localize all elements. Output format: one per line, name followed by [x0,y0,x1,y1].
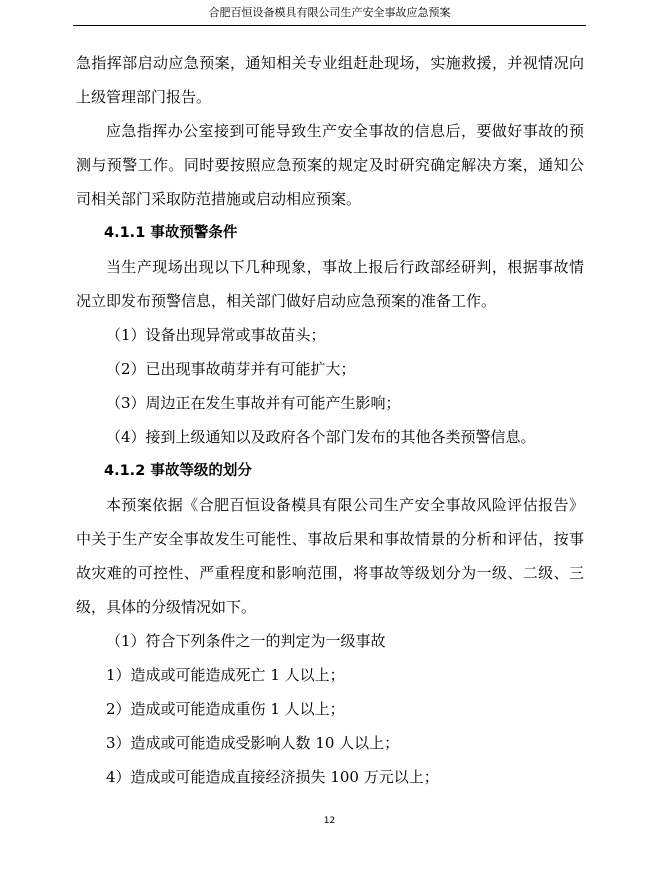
list-item: 4）造成或可能造成直接经济损失 100 万元以上； [106,768,439,786]
paragraph-line: 况立即发布预警信息，相关部门做好启动应急预案的准备工作。 [76,292,497,310]
paragraph-line: 当生产现场出现以下几种现象，事故上报后行政部经研判，根据事故情 [106,258,584,276]
list-item: （1）符合下列条件之一的判定为一级事故 [106,632,386,650]
paragraph-line: 应急指挥办公室接到可能导致生产安全事故的信息后，要做好事故的预 [106,122,584,140]
header-divider [73,25,586,26]
paragraph-line: 急指挥部启动应急预案，通知相关专业组赶赴现场，实施救援，并视情况向 [76,54,584,72]
list-item: 1）造成或可能造成死亡 1 人以上； [106,666,345,684]
paragraph-line: 中关于生产安全事故发生可能性、事故后果和事故情景的分析和评估，按事 [76,530,584,548]
document-body [76,46,584,794]
section-heading: 4.1.1 事故预警条件 [104,225,238,241]
list-item: 2）造成或可能造成重伤 1 人以上； [106,700,345,718]
list-item: （2）已出现事故萌芽并有可能扩大； [106,360,356,378]
list-item: （3）周边正在发生事故并有可能产生影响； [106,394,401,412]
list-item: （4）接到上级通知以及政府各个部门发布的其他各类预警信息。 [106,428,536,446]
list-item: 3）造成或可能造成受影响人数 10 人以上； [106,734,400,752]
page-number: 12 [323,816,336,826]
section-heading: 4.1.2 事故等级的划分 [104,463,252,479]
list-item: （1）设备出现异常或事故苗头； [106,326,326,344]
page-header: 合肥百恒设备模具有限公司生产安全事故应急预案 [208,6,451,19]
paragraph-line: 上级管理部门报告。 [76,88,212,106]
paragraph-line: 本预案依据《合肥百恒设备模具有限公司生产安全事故风险评估报告》 [106,496,584,514]
paragraph-line: 测与预警工作。同时要按照应急预案的规定及时研究确定解决方案，通知公 [76,156,584,174]
paragraph-line: 故灾难的可控性、严重程度和影响范围，将事故等级划分为一级、二级、三 [76,564,584,582]
paragraph-line: 司相关部门采取防范措施或启动相应预案。 [76,190,362,208]
paragraph-line: 级，具体的分级情况如下。 [76,598,257,616]
